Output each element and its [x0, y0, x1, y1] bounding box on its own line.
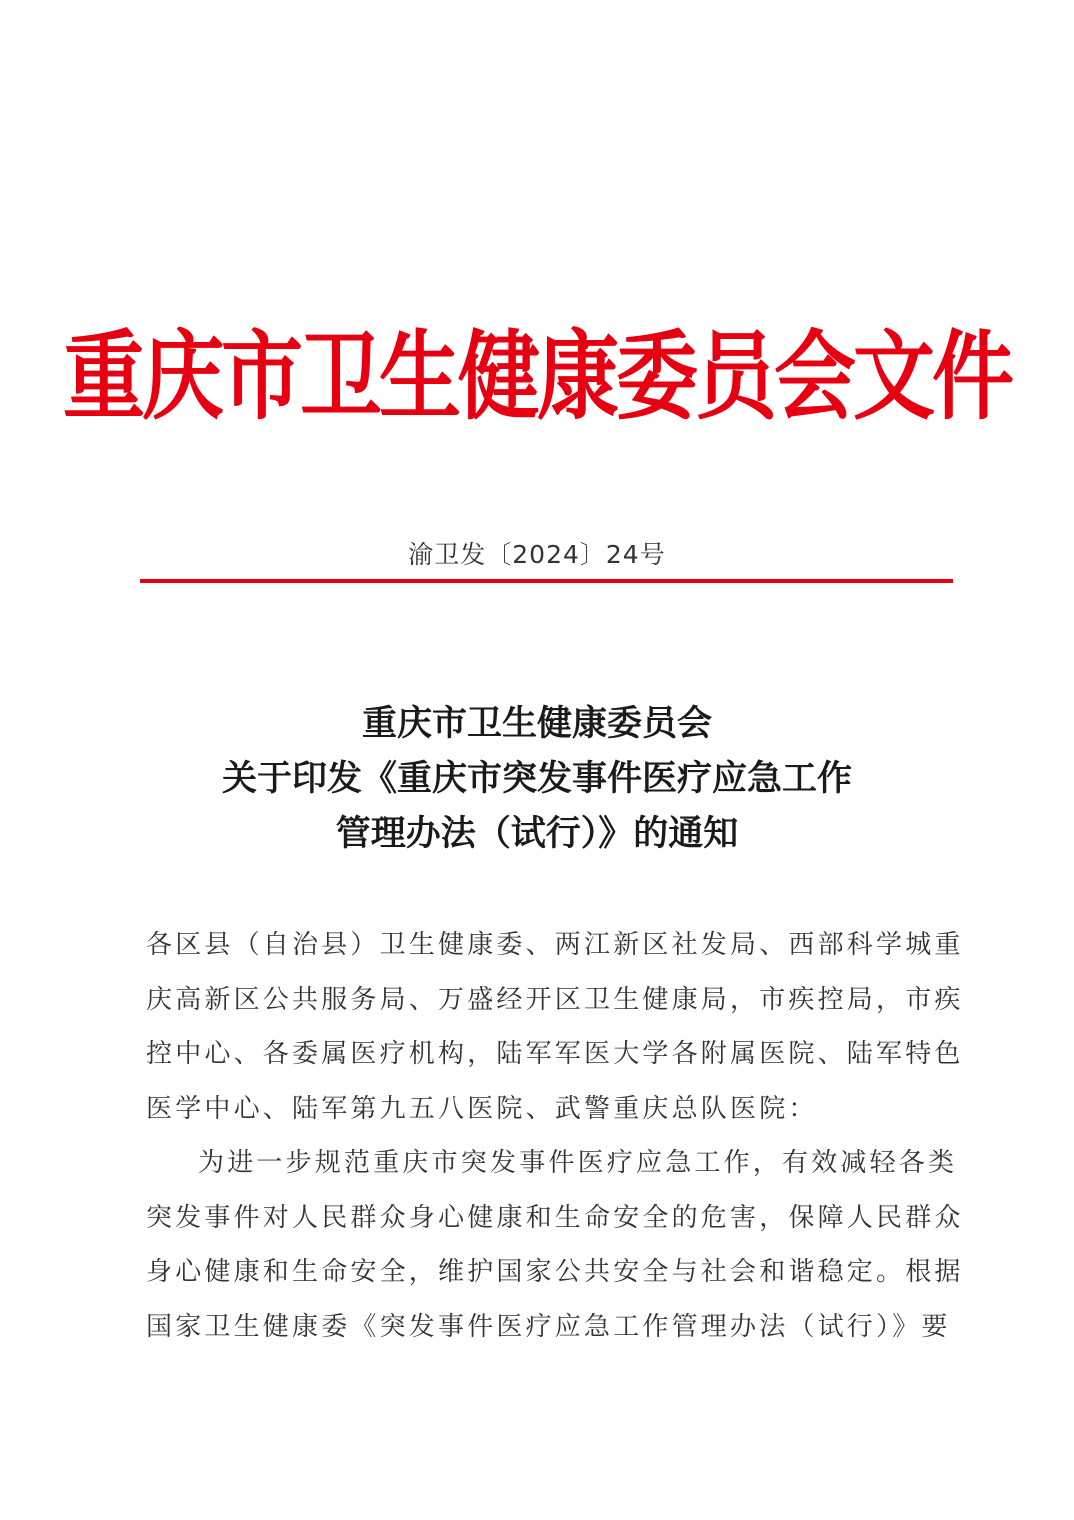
masthead-title: 重庆市卫生健康委员会文件 — [62, 320, 1011, 434]
paragraph-line: 身心健康和生命安全，维护国家公共安全与社会和谐稳定。根据 — [146, 1257, 964, 1287]
title-line-1: 重庆市卫生健康委员会 — [361, 703, 712, 744]
addressee-line: 庆高新区公共服务局、万盛经开区卫生健康局，市疾控局，市疾 — [146, 984, 964, 1015]
paragraph-line: 为进一步规范重庆市突发事件医疗应急工作，有效减轻各类 — [198, 1148, 958, 1178]
paragraph-line: 突发事件对人民群众身心健康和生命安全的危害，保障人民群众 — [146, 1202, 964, 1233]
body-text — [146, 918, 964, 1354]
notice-title — [0, 696, 1074, 861]
title-line-3: 管理办法（试行）》的通知 — [335, 813, 739, 854]
document-number: 渝卫发〔2024〕24号 — [408, 540, 666, 569]
title-line-2: 关于印发《重庆市突发事件医疗应急工作 — [221, 758, 852, 799]
addressee-line: 控中心、各委属医疗机构，陆军军医大学各附属医院、陆军特色 — [146, 1039, 964, 1069]
addressee-line: 各区县（自治县）卫生健康委、两江新区社发局、西部科学城重 — [146, 930, 964, 960]
addressee-line: 医学中心、陆军第九五八医院、武警重庆总队医院： — [146, 1093, 818, 1124]
red-divider-line — [140, 579, 953, 583]
paragraph-line: 国家卫生健康委《突发事件医疗应急工作管理办法（试行）》要 — [146, 1311, 951, 1342]
